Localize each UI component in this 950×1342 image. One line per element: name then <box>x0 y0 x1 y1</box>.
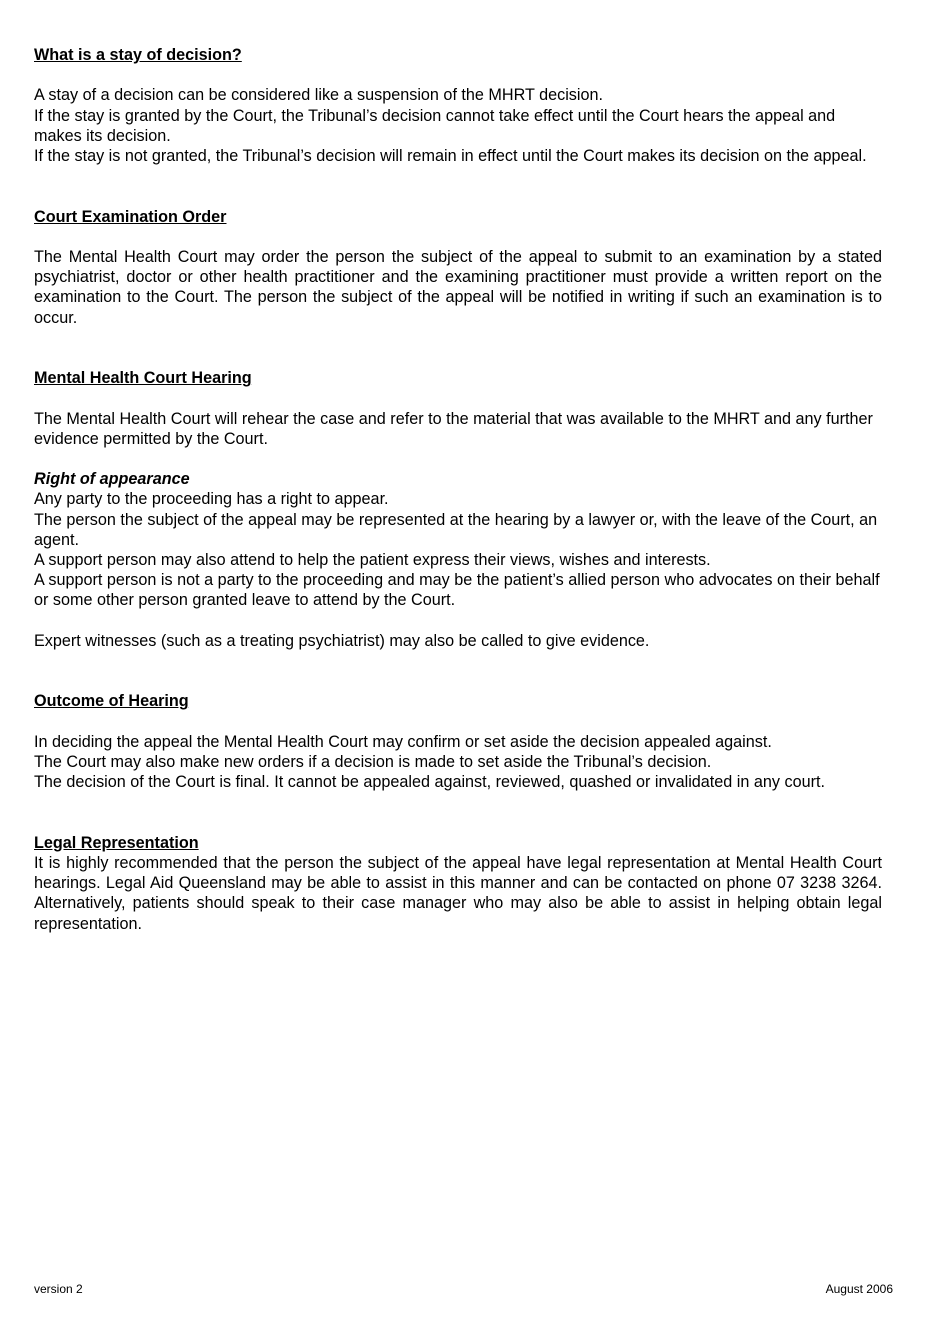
hearing-paragraph: The Mental Health Court will rehear the case and refer to the material that was available to the MHRT and any further evidence permitted by the Court. <box>34 409 873 448</box>
legal-paragraph: It is highly recommended that the person the subject of the appeal have legal representation at Mental Health Court hearings. Legal Aid Queensland may be able to assist in this manner and can be contacted on phone 07 3238 3264. Alternatively, patients should speak to their case manager who may also be able to assist in helping obtain legal representation. <box>34 853 882 933</box>
hearing-heading: Mental Health Court Hearing <box>34 369 252 388</box>
stay-line-3: If the stay is not granted, the Tribunal’s decision will remain in effect until the Court makes its decision on the appeal. <box>34 147 867 165</box>
stay-line-2: If the stay is granted by the Court, the Tribunal’s decision cannot take effect until the Court hears the appeal and makes its decision. <box>34 106 836 145</box>
outcome-line-1: In deciding the appeal the Mental Health Court may confirm or set aside the decision appealed against. <box>34 732 772 751</box>
appearance-subheading: Right of appearance <box>34 470 190 489</box>
appearance-line-1: Any party to the proceeding has a right to appear. <box>34 490 389 509</box>
stay-heading: What is a stay of decision? <box>34 46 242 64</box>
outcome-line-2: The Court may also make new orders if a decision is made to set aside the Tribunal’s decision. <box>34 752 712 771</box>
footer-version: version 2 <box>34 1282 83 1296</box>
document-body <box>34 45 882 934</box>
appearance-line-4: A support person is not a party to the proceeding and may be the patient’s allied person who advocates on their behalf or some other person granted leave to attend by the Court. <box>34 571 880 610</box>
outcome-heading: Outcome of Hearing <box>34 692 189 711</box>
stay-line-1: A stay of a decision can be considered like a suspension of the MHRT decision. <box>34 86 603 105</box>
examination-heading: Court Examination Order <box>34 207 227 226</box>
outcome-line-3: The decision of the Court is final. It cannot be appealed against, reviewed, quashed or invalidated in any court. <box>34 773 825 792</box>
legal-heading: Legal Representation <box>34 833 199 852</box>
appearance-line-3: A support person may also attend to help the patient express their views, wishes and interests. <box>34 550 711 569</box>
appearance-line-2: The person the subject of the appeal may be represented at the hearing by a lawyer or, with the leave of the Court, an agent. <box>34 510 878 549</box>
examination-paragraph: The Mental Health Court may order the person the subject of the appeal to submit to an examination by a stated psychiatrist, doctor or other health practitioner and the examining practitioner must provide a written report on the examination to the Court. The person the subject of the appeal will be notified in writing if such an examination is to occur. <box>34 247 882 327</box>
footer-date: August 2006 <box>825 1282 893 1296</box>
expert-witness-text: Expert witnesses (such as a treating psychiatrist) may also be called to give evidence. <box>34 631 650 650</box>
